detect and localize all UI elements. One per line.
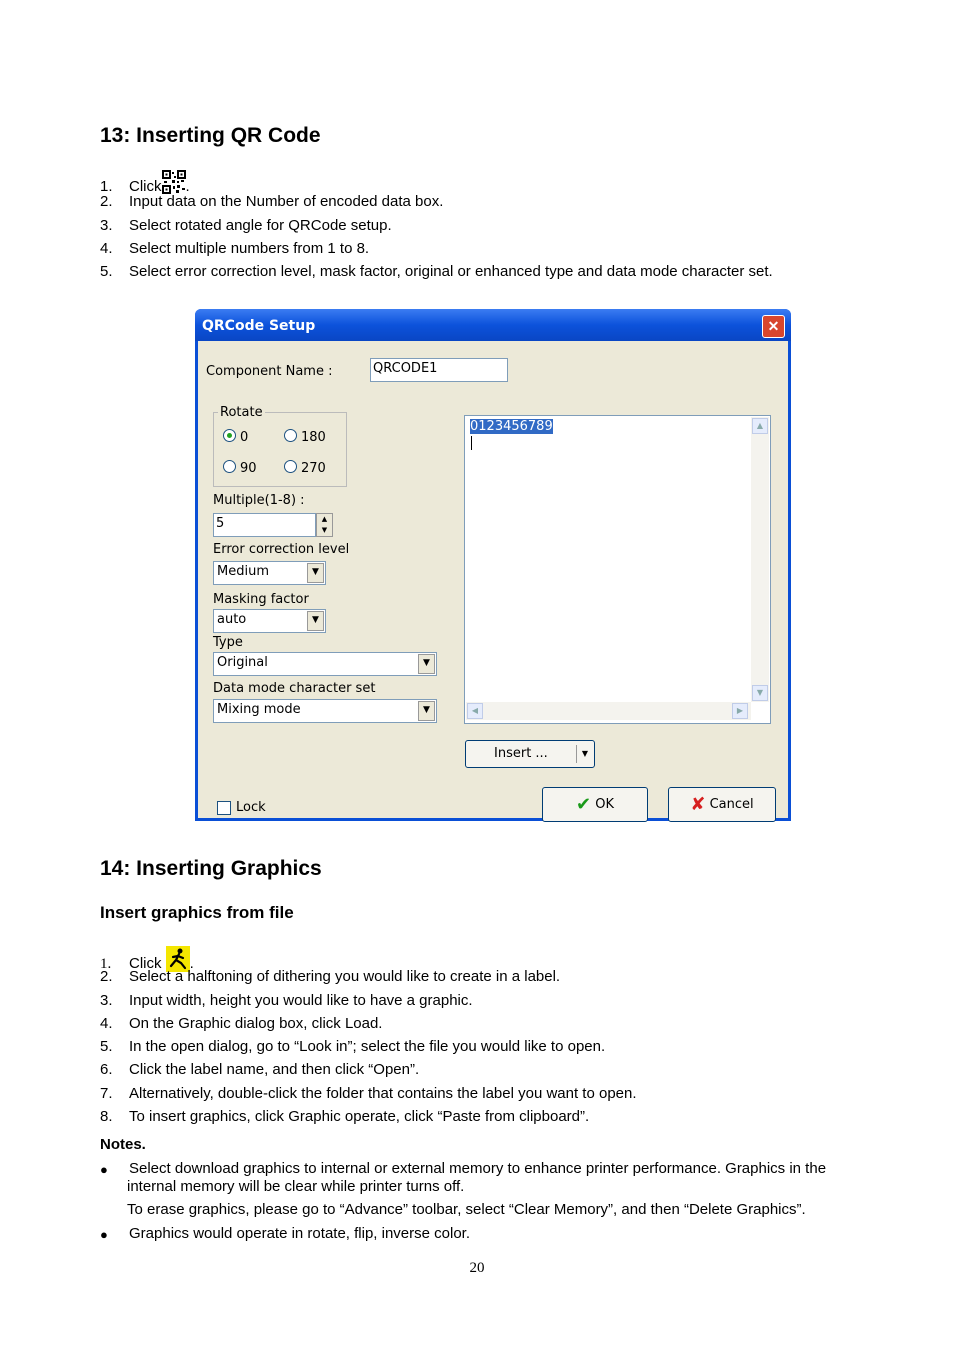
type-value: Original (217, 655, 268, 670)
page-number: 20 (469, 1260, 485, 1276)
step13-1 (100, 170, 190, 195)
chevron-down-icon[interactable]: ▼ (307, 563, 324, 583)
section13-heading: 13: Inserting QR Code (100, 124, 321, 147)
datamode-label: Data mode character set (213, 681, 376, 696)
step-number: 3. (100, 217, 113, 234)
step-text: To insert graphics, click Graphic operate, click “Paste from clipboard”. (129, 1108, 590, 1125)
chevron-down-icon[interactable]: ▼ (418, 701, 435, 721)
chevron-down-icon: ▼ (581, 749, 588, 758)
mask-select[interactable] (213, 609, 326, 633)
split-divider (576, 745, 577, 763)
dialog-titlebar[interactable] (195, 309, 791, 341)
ok-label: OK (595, 797, 614, 812)
ecl-value: Medium (217, 564, 269, 579)
multiple-label: Multiple(1-8) : (213, 493, 305, 508)
close-button[interactable] (762, 315, 785, 338)
note-2: Graphics would operate in rotate, flip, inverse color. (129, 1225, 471, 1242)
type-select[interactable] (213, 652, 437, 676)
cancel-button[interactable] (668, 787, 776, 822)
radio-dot (223, 429, 236, 442)
rotate-radio-270[interactable] (284, 460, 326, 476)
step-number: 2. (100, 193, 113, 210)
step13-2 (100, 193, 443, 210)
radio-dot (284, 429, 297, 442)
rotate-radio-90[interactable] (223, 460, 257, 476)
step14-5 (100, 1038, 605, 1055)
scroll-down-icon[interactable]: ▼ (752, 685, 768, 701)
mask-value: auto (217, 612, 247, 627)
note-1-line2: internal memory will be clear while printer turns off. (127, 1178, 465, 1195)
notes-label: Notes. (100, 1136, 146, 1153)
bullet-icon: ● (100, 1162, 108, 1177)
component-name-label: Component Name : (206, 364, 333, 379)
step-text: Click the label name, and then click “Open”. (129, 1061, 420, 1078)
vertical-scrollbar[interactable] (751, 417, 769, 702)
multiple-stepper[interactable]: ▲ ▼ (316, 513, 333, 537)
radio-label: 0 (240, 430, 249, 445)
radio-label: 90 (240, 461, 257, 476)
step-suffix: . (189, 955, 194, 972)
cancel-label: Cancel (709, 797, 754, 812)
bullet-icon: ● (100, 1227, 108, 1242)
step-number: 4. (100, 240, 113, 257)
lock-label: Lock (236, 800, 266, 815)
step-number: 5. (100, 263, 113, 280)
section14-heading: 14: Inserting Graphics (100, 857, 322, 880)
step-text: Input width, height you would like to have a graphic. (129, 992, 473, 1009)
step13-5 (100, 263, 773, 280)
step-text: Click (129, 955, 162, 972)
multiple-input[interactable]: 5 (213, 513, 316, 537)
scroll-right-icon[interactable]: ▶ (732, 703, 748, 719)
step-number: 2. (100, 968, 113, 985)
step13-4 (100, 240, 369, 257)
step-text: Select rotated angle for QRCode setup. (129, 217, 392, 234)
type-label: Type (213, 635, 243, 650)
step-text: Select a halftoning of dithering you would like to create in a label. (129, 968, 561, 985)
section14-subheading: Insert graphics from file (100, 903, 294, 922)
radio-dot (223, 460, 236, 473)
step-text: Select error correction level, mask factor, original or enhanced type and data mode character set. (129, 263, 773, 280)
radio-label: 180 (301, 430, 326, 445)
step-number: 8. (100, 1108, 113, 1125)
ecl-select[interactable] (213, 561, 326, 585)
chevron-down-icon[interactable]: ▼ (307, 611, 324, 631)
step-text: Click (129, 178, 162, 195)
qrcode-icon[interactable] (162, 170, 186, 194)
scroll-left-icon[interactable]: ◀ (467, 703, 483, 719)
dialog-title: QRCode Setup (202, 318, 316, 334)
step14-4 (100, 1015, 382, 1032)
dialog-body (198, 341, 788, 818)
cross-icon: ✘ (690, 794, 706, 815)
step14-2 (100, 968, 560, 985)
step-number: 4. (100, 1015, 113, 1032)
mask-label: Masking factor (213, 592, 309, 607)
chevron-down-icon[interactable]: ▼ (418, 654, 435, 674)
step-text: Input data on the Number of encoded data box. (129, 193, 444, 210)
lock-checkbox[interactable] (217, 801, 231, 815)
ecl-label: Error correction level (213, 542, 350, 557)
scroll-up-icon[interactable]: ▲ (752, 418, 768, 434)
close-icon: ✕ (767, 318, 780, 334)
datamode-value: Mixing mode (217, 702, 301, 717)
step-number: 1. (100, 956, 112, 972)
rotate-label: Rotate (220, 405, 263, 420)
step13-3 (100, 217, 392, 234)
ok-button[interactable] (542, 787, 648, 822)
rotate-radio-180[interactable] (284, 429, 326, 445)
step14-7 (100, 1085, 637, 1102)
step14-6 (100, 1061, 419, 1078)
step-number: 1. (100, 178, 113, 195)
radio-dot (284, 460, 297, 473)
qrcode-setup-dialog (195, 309, 791, 821)
note-erase: To erase graphics, please go to “Advance” toolbar, select “Clear Memory”, and then “Delete Graphics”. (127, 1201, 806, 1218)
step-text: Alternatively, double-click the folder that contains the label you want to open. (129, 1085, 637, 1102)
rotate-radio-0[interactable] (223, 429, 248, 445)
step-number: 3. (100, 992, 113, 1009)
encoded-data-textarea[interactable] (464, 415, 771, 724)
checkmark-icon: ✔ (576, 794, 592, 815)
step-number: 7. (100, 1085, 113, 1102)
radio-label: 270 (301, 461, 326, 476)
insert-button[interactable] (465, 740, 595, 768)
step14-8 (100, 1108, 589, 1125)
insert-label: Insert ... (494, 746, 548, 761)
step-text: In the open dialog, go to “Look in”; select the file you would like to open. (129, 1038, 606, 1055)
encoded-data-text: 0123456789 (470, 419, 553, 434)
text-cursor (471, 436, 472, 450)
step-text: Select multiple numbers from 1 to 8. (129, 240, 370, 257)
horizontal-scrollbar[interactable] (466, 702, 751, 720)
datamode-select[interactable] (213, 699, 437, 723)
component-name-input[interactable]: QRCODE1 (370, 358, 508, 382)
note-1-line1: Select download graphics to internal or external memory to enhance printer performance. Graphics in the (129, 1160, 827, 1177)
step-suffix: . (185, 178, 190, 195)
step-text: On the Graphic dialog box, click Load. (129, 1015, 383, 1032)
step-number: 6. (100, 1061, 113, 1078)
step14-3 (100, 992, 473, 1009)
step-number: 5. (100, 1038, 113, 1055)
